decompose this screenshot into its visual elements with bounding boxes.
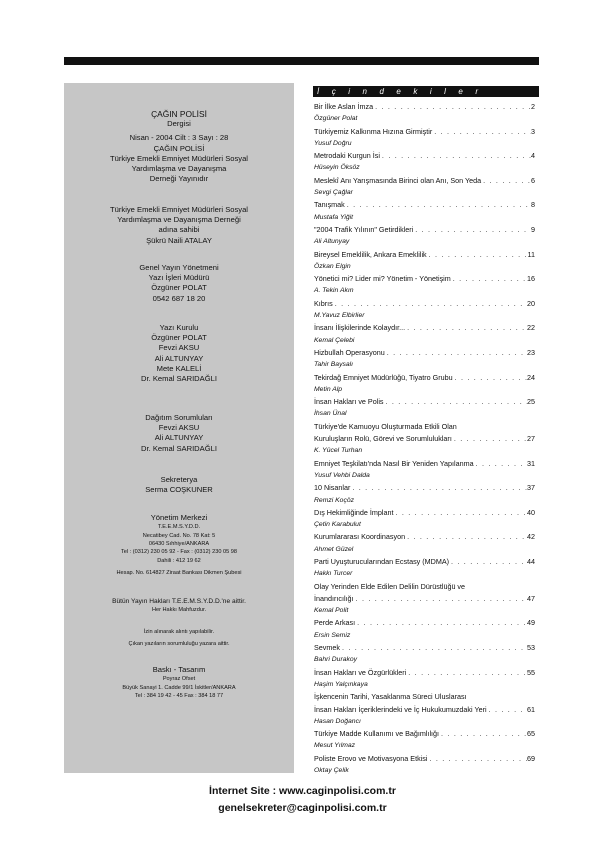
toc-entry-author: Çetin Karabulut: [314, 521, 361, 529]
board-member-2: Fevzi AKSU: [158, 343, 200, 353]
toc-entry-title: Olay Yerinden Elde Edilen Delilin Dürüstlüğü ve: [314, 581, 466, 591]
toc-entry[interactable]: [314, 199, 535, 224]
toc-entry[interactable]: [314, 347, 535, 372]
toc-entry-author: İhsan Ünal: [314, 410, 347, 418]
publisher-line-3: Derneği Yayınıdır: [149, 174, 209, 184]
toc-entry-title: "2004 Trafik Yılının" Getirdikleri: [314, 224, 414, 234]
toc-leader-dots: [405, 531, 527, 543]
headquarters-phone: Tel : (0312) 230 05 92 - Fax : (0312) 230 05 98: [121, 549, 237, 556]
toc-entry-title: Dış Hekimliğinde İmplant: [314, 507, 394, 517]
publisher-line-1: Türkiye Emekli Emniyet Müdürleri Sosyal: [110, 153, 248, 163]
headquarters-title: Yönetim Merkezi: [150, 513, 208, 522]
masthead-panel: [64, 83, 294, 773]
secretary-name: Serma COŞKUNER: [145, 485, 213, 495]
toc-entry-line: [314, 126, 535, 138]
toc-leader-dots: [406, 667, 527, 679]
board-title: Yazı Kurulu: [159, 323, 199, 332]
toc-entry-line: [314, 556, 535, 568]
print-company: Poyraz Ofset: [162, 676, 196, 683]
toc-entry-title: Türkiyemiz Kalkınma Hızına Girmiştir: [314, 126, 433, 136]
distribution-title: Dağıtım Sorumluları: [145, 413, 213, 422]
toc-entry-author: Remzi Koçöz: [314, 496, 355, 504]
toc-entry-title: Parti Uyuşturucularından Ecstasy (MDMA): [314, 556, 450, 566]
rights-line-1: Bütün Yayın Hakları T.E.E.M.S.Y.D.D.'ne aittir.: [112, 598, 246, 605]
masthead-block-secretary: [68, 475, 290, 495]
toc-entry-page: 53: [527, 643, 535, 653]
headquarters-street: Necatibey Cad. No. 78 Kat: 5: [142, 532, 216, 539]
top-rule: [64, 57, 539, 65]
toc-entry-page: 8: [531, 200, 535, 210]
secretary-title: Sekreterya: [160, 475, 198, 484]
toc-entry-page: 3: [531, 126, 535, 136]
toc-leader-dots: [350, 482, 527, 494]
publisher-line-2: Yardımlaşma ve Dayanışma: [131, 164, 227, 174]
toc-leader-dots: [385, 347, 527, 359]
toc-leader-dots: [384, 396, 527, 408]
toc-entry-title: Yönetici mi? Lider mi? Yönetim - Yönetişim: [314, 274, 451, 284]
toc-entry-author: Hakkı Turcer: [314, 570, 353, 578]
editor-title: Genel Yayın Yönetmeni: [139, 263, 219, 272]
headquarters-extension: Dahili : 412 19 62: [157, 557, 201, 564]
toc-header: İçindekiler: [313, 86, 539, 97]
owner-line-1: Türkiye Emekli Emniyet Müdürleri Sosyal: [110, 205, 248, 214]
toc-entry-title: Türkiye Madde Kullanımı ve Bağımlılığı: [314, 729, 440, 739]
toc-entry-author: Sevgi Çağlar: [314, 189, 353, 197]
toc-entry-title: Perde Arkası: [314, 618, 356, 628]
toc-leader-dots: [432, 126, 531, 138]
toc-entry-title: Hizbullah Operasyonu: [314, 347, 385, 357]
masthead-block-headquarters: [68, 513, 290, 578]
toc-entry[interactable]: [314, 322, 535, 347]
toc-entry-title-continued: İnandırıcılığı: [314, 593, 354, 603]
toc-entry-author: Kemal Çelebi: [314, 336, 355, 344]
toc-entry-line: [314, 421, 535, 433]
toc-entry-line: [314, 298, 535, 310]
print-title: Baskı - Tasarım: [152, 665, 206, 674]
toc-leader-dots: [394, 507, 528, 519]
toc-leader-dots: [373, 101, 531, 113]
toc-entry-line: [314, 753, 535, 765]
toc-entry-author: Bahri Durakoy: [314, 656, 358, 664]
toc-entry-page: 6: [531, 175, 535, 185]
issue-info: Nisan - 2004 Cilt : 3 Sayı : 28: [129, 133, 229, 143]
toc-entry-author: Haşim Yalçınkaya: [314, 680, 368, 688]
toc-leader-dots: [453, 372, 527, 384]
toc-leader-dots: [487, 704, 527, 716]
toc-entry-title: Kıbrıs: [314, 298, 333, 308]
toc-leader-dots: [354, 593, 527, 605]
editor-phone: 0542 687 18 20: [152, 293, 206, 303]
toc-entry-page: 9: [531, 224, 535, 234]
toc-entry-author: Tahir Baysalı: [314, 361, 354, 369]
toc-entry-author: A. Tekin Akın: [314, 287, 354, 295]
toc-entry[interactable]: [314, 617, 535, 642]
toc-entry[interactable]: [314, 421, 535, 458]
toc-entry[interactable]: [314, 728, 535, 753]
toc-entry-title: Kurumlararası Koordinasyon: [314, 532, 406, 542]
toc-entry-line: [314, 667, 535, 679]
toc-leader-dots: [380, 150, 531, 162]
toc-entry-line: [314, 322, 535, 334]
owner-line-3: adına sahibi: [158, 225, 200, 235]
toc-entry-page: 37: [527, 483, 535, 493]
toc-entry-line: [314, 642, 535, 654]
toc-entry[interactable]: [314, 273, 535, 298]
owner-name: Şükrü Naili ATALAY: [146, 235, 212, 245]
toc-entry[interactable]: [314, 396, 535, 421]
board-member-1: Özgüner POLAT: [151, 333, 207, 343]
toc-entry-page: 69: [527, 753, 535, 763]
toc-entry-line: [314, 224, 535, 236]
toc-entry-line: [314, 150, 535, 162]
toc-entry[interactable]: [314, 126, 535, 151]
toc-entry-title: İnsan Hakları ve Polis: [314, 397, 384, 407]
toc-entry-title: Tanışmak: [314, 200, 345, 210]
toc-entry-line: [314, 617, 535, 629]
toc-entry-page: 55: [527, 667, 535, 677]
toc-leader-dots: [413, 224, 531, 236]
toc-entry-title: Emniyet Teşkilatı'nda Nasıl Bir Yeniden Yapılanma: [314, 458, 474, 468]
toc-entry-author: Kemal Polit: [314, 607, 349, 615]
headquarters-city: 06430 Sıhhiye/ANKARA: [148, 541, 210, 548]
toc-entry-line: [314, 728, 535, 740]
toc-entry[interactable]: [314, 507, 535, 532]
toc-leader-dots: [355, 617, 527, 629]
toc-entry-title: Bir İlke Aslan İmza: [314, 102, 374, 111]
toc-entry-line: [314, 199, 535, 211]
distribution-member-1: Fevzi AKSU: [158, 423, 200, 433]
toc-entry-page: 2: [531, 102, 535, 111]
toc-entry[interactable]: [314, 298, 535, 323]
toc-entry-page: 27: [527, 434, 535, 444]
toc-entry[interactable]: [314, 175, 535, 200]
toc-entry-line: [314, 101, 535, 113]
masthead-block-board: [68, 323, 290, 384]
toc-entry[interactable]: [314, 224, 535, 249]
board-member-5: Dr. Kemal SARIDAĞLI: [141, 374, 217, 384]
masthead-block-quote: [68, 628, 290, 649]
toc-entry-page: 24: [527, 372, 535, 382]
toc-entry-line: [314, 249, 535, 261]
toc-entry[interactable]: [314, 458, 535, 483]
toc-entry-page: 25: [527, 397, 535, 407]
toc-entry-title: İşkencenin Tarihi, Yasaklanma Süreci Uluslarası: [314, 692, 467, 702]
toc-leader-dots: [474, 458, 527, 470]
toc-entry-page: 61: [527, 704, 535, 714]
masthead-block-1: [68, 109, 290, 184]
toc-entry-line: [314, 347, 535, 359]
toc-entry-author: Mesut Yılmaz: [314, 742, 356, 750]
toc-entry-line: [314, 433, 535, 445]
toc-entry[interactable]: [314, 667, 535, 692]
website-line[interactable]: İnternet Site : www.caginpolisi.com.tr: [209, 785, 396, 797]
toc-entry-page: 4: [531, 151, 535, 161]
toc-leader-dots: [427, 753, 527, 765]
toc-entry[interactable]: [314, 642, 535, 667]
toc-entry[interactable]: [314, 753, 535, 778]
toc-entry-title: Tekirdağ Emniyet Müdürlüğü, Tiyatro Grubu: [314, 372, 453, 382]
toc-entry-line: [314, 507, 535, 519]
toc-entry-title-continued: İnsan Hakları İçeriklerindeki ve İç Hukukumuzdaki Yeri: [314, 704, 487, 714]
magazine-name-2: ÇAĞIN POLİSİ: [153, 143, 205, 153]
toc-entry-line: [314, 175, 535, 187]
toc-entry-author: Mustafa Yiğit: [314, 213, 354, 221]
toc-entry-page: 20: [527, 298, 535, 308]
toc-leader-dots: [405, 322, 527, 334]
toc-entry-author: Yusuf Doğru: [314, 139, 352, 147]
toc-leader-dots: [439, 728, 527, 740]
toc-entry-author: M.Yavuz Elbirlier: [314, 312, 365, 320]
board-member-3: Ali ALTUNYAY: [154, 353, 204, 363]
toc-entry-line: [314, 581, 535, 593]
toc-entry-author: Metin Alp: [314, 385, 343, 393]
distribution-member-3: Dr. Kemal SARIDAĞLI: [141, 443, 217, 453]
toc-entry-page: 23: [527, 347, 535, 357]
toc-entry[interactable]: [314, 482, 535, 507]
toc-leader-dots: [481, 175, 531, 187]
rights-line-2: Her Hakkı Mahfuzdur.: [151, 607, 207, 614]
toc-entry-page: 16: [527, 274, 535, 284]
bank-account: Hesap. No. 614827 Ziraat Bankası Dikmen Şubesi: [116, 570, 242, 577]
toc-entry[interactable]: [314, 101, 535, 126]
print-phone: Tel : 384 19 42 - 45 Fax : 384 18 77: [134, 693, 224, 700]
toc-entry-title: Meslekî Anı Yarışmasında Birinci olan Anı, Son Yeda: [314, 175, 482, 185]
toc-entry-author: Hüseyin Öksöz: [314, 164, 360, 172]
toc-entry-title-continued: Kuruluşların Rolü, Görevi ve Sorumlulukları: [314, 434, 452, 444]
toc-entry-author: K. Yücel Turhan: [314, 447, 363, 455]
print-address: Büyük Sanayi 1. Cadde 99/1 İskitler/ANKARA: [122, 684, 236, 691]
toc-entry-page: 44: [527, 556, 535, 566]
magazine-name: ÇAĞIN POLİSİ: [151, 109, 207, 119]
toc-entry-line: [314, 531, 535, 543]
toc-entry[interactable]: [314, 372, 535, 397]
toc-entry-title: Sevmek: [314, 643, 340, 653]
toc-entry-line: [314, 691, 535, 703]
masthead-block-editor: [68, 263, 290, 304]
toc-entry-page: 47: [527, 593, 535, 603]
toc-entry-author: Hasan Doğancı: [314, 717, 361, 725]
quote-permission: İzin alınarak alıntı yapılabilir.: [143, 629, 215, 635]
toc-entry-page: 40: [527, 507, 535, 517]
toc-entry-line: [314, 704, 535, 716]
toc-entry-title: İnsan Hakları ve Özgürlükleri: [314, 667, 407, 677]
toc-entry-title: Poliste Erovo ve Motivasyona Etkisi: [314, 753, 428, 763]
toc-entry-page: 11: [527, 249, 535, 259]
toc-entry[interactable]: [314, 581, 535, 618]
toc-entry[interactable]: [314, 691, 535, 728]
toc-entry-page: 49: [527, 618, 535, 628]
toc-entry-author: Ali Altunyay: [314, 238, 350, 246]
masthead-block-rights: [68, 598, 290, 615]
board-member-4: Mete KALELİ: [156, 363, 202, 373]
toc-entry-page: 31: [527, 458, 535, 468]
toc-entry-page: 65: [527, 729, 535, 739]
toc-entry-title: İnsanı İlişkilerinde Kolaydır...: [314, 323, 406, 333]
toc-leader-dots: [333, 298, 527, 310]
masthead-block-owner: [68, 205, 290, 246]
toc-entry-title: 10 Nisanlar: [314, 483, 351, 493]
toc-entry-author: Ersin Semiz: [314, 631, 351, 639]
toc-entry-title: Türkiye'de Kamuoyu Oluşturmada Etkili Olan: [314, 421, 457, 431]
owner-line-2: Yardımlaşma ve Dayanışma Derneği: [117, 215, 241, 225]
toc-entry-author: Ahmet Güzel: [314, 545, 354, 553]
toc-entry-line: [314, 396, 535, 408]
toc-entry-author: Özgüner Polat: [314, 115, 358, 123]
editor-name: Özgüner POLAT: [151, 283, 207, 293]
toc-entry-author: Oktay Çelik: [314, 767, 349, 775]
editor-role: Yazı İşleri Müdürü: [148, 273, 210, 283]
toc-entry-line: [314, 458, 535, 470]
headquarters-org: T.E.E.M.S.Y.D.D.: [157, 524, 201, 531]
toc-leader-dots: [451, 273, 527, 285]
masthead-block-distribution: [68, 413, 290, 454]
toc-entry-title: Bireysel Emeklilik, Ankara Emeklilik: [314, 249, 427, 259]
masthead-block-print: [68, 665, 290, 700]
toc-entry-page: 42: [527, 532, 535, 542]
magazine-type: Dergisi: [167, 119, 191, 129]
toc-leader-dots: [449, 556, 527, 568]
toc-entry-line: [314, 482, 535, 494]
toc-entry-line: [314, 273, 535, 285]
table-of-contents: [314, 101, 535, 777]
toc-leader-dots: [345, 199, 531, 211]
toc-entry-line: [314, 593, 535, 605]
toc-entry[interactable]: [314, 531, 535, 556]
toc-entry-author: Yusuf Vehbi Dalda: [314, 471, 370, 479]
toc-entry[interactable]: [314, 249, 535, 274]
email-line[interactable]: genelsekreter@caginpolisi.com.tr: [218, 802, 387, 814]
toc-entry-page: 22: [527, 323, 535, 333]
toc-leader-dots: [340, 642, 527, 654]
toc-entry-author: Özkan Elgin: [314, 262, 351, 270]
toc-leader-dots: [427, 249, 528, 261]
toc-leader-dots: [452, 433, 527, 445]
author-responsibility: Çıkan yazıların sorumluluğu yazara aittir.: [128, 641, 230, 648]
toc-entry[interactable]: [314, 150, 535, 175]
toc-entry-line: [314, 372, 535, 384]
toc-entry[interactable]: [314, 556, 535, 581]
distribution-member-2: Ali ALTUNYAY: [154, 433, 204, 443]
toc-entry-title: Metrodaki Kurgun İsi: [314, 151, 380, 161]
